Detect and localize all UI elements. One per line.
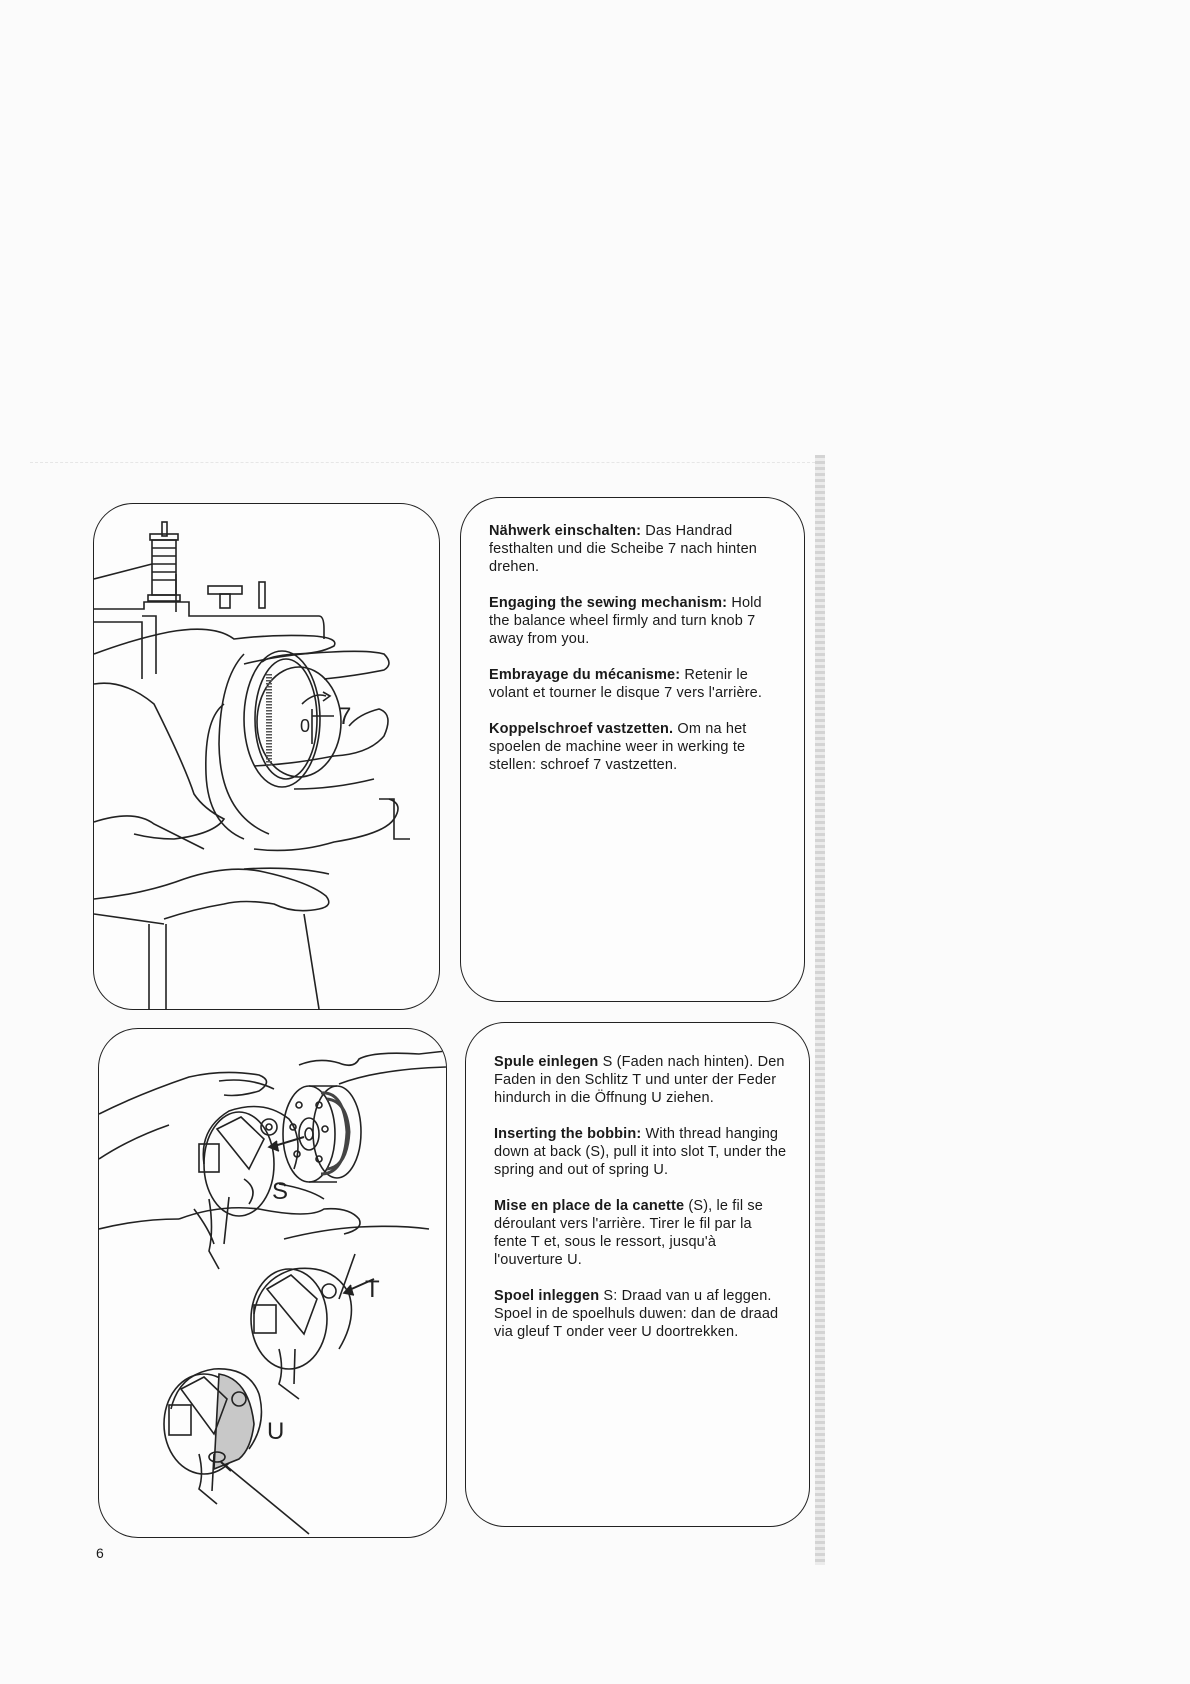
page-number: 6: [96, 1545, 104, 1561]
bobbin-illustration: [99, 1029, 446, 1537]
bobbin-instruction-de: Spule einlegen S (Faden nach hinten). Den Faden in den Schlitz T und unter der Feder hindurch in die Öffnung U ziehen.: [494, 1054, 785, 1106]
knob-zero-label: 0: [300, 716, 311, 736]
knob-illustration: [94, 504, 439, 1009]
instruction-fr: Embrayage du mécanisme: Retenir le volant et tourner le disque 7 vers l'arrière.: [489, 667, 763, 701]
instructions-panel-top: [460, 497, 805, 1002]
instruction-en: Engaging the sewing mechanism: Hold the balance wheel firmly and turn knob 7 away from you.: [489, 595, 762, 647]
bobbin-instruction-en: Inserting the bobbin: With thread hanging down at back (S), pull it into slot T, under the spring and out of spring U.: [494, 1126, 787, 1178]
bobbin-instruction-fr: Mise en place de la canette (S), le fil se déroulant vers l'arrière. Tirer le fil par la fente T et, sous le ressort, jusqu'à l'ouverture U.: [494, 1198, 764, 1268]
figure-label-7: 7: [338, 703, 352, 730]
page-edge-shadow: [815, 455, 825, 1565]
bobbin-instruction-nl: Spoel inleggen S: Draad van u af leggen. Spoel in de spoelhuls duwen: dan de draad via gleuf T onder veer U doortrekken.: [494, 1288, 779, 1340]
label-s: S: [272, 1178, 289, 1205]
bobbin-illustration-panel: [98, 1028, 447, 1538]
label-t: T: [365, 1276, 380, 1303]
label-u: U: [267, 1418, 285, 1445]
knob-illustration-panel: [93, 503, 440, 1010]
instruction-de: Nähwerk einschalten: Das Handrad festhalten und die Scheibe 7 nach hinten drehen.: [489, 523, 758, 575]
instruction-nl: Koppelschroef vastzetten. Om na het spoelen de machine weer in werking te stellen: schroef 7 vastzetten.: [489, 721, 747, 773]
instructions-panel-bottom: [465, 1022, 810, 1527]
page-top-rule: [30, 462, 815, 463]
